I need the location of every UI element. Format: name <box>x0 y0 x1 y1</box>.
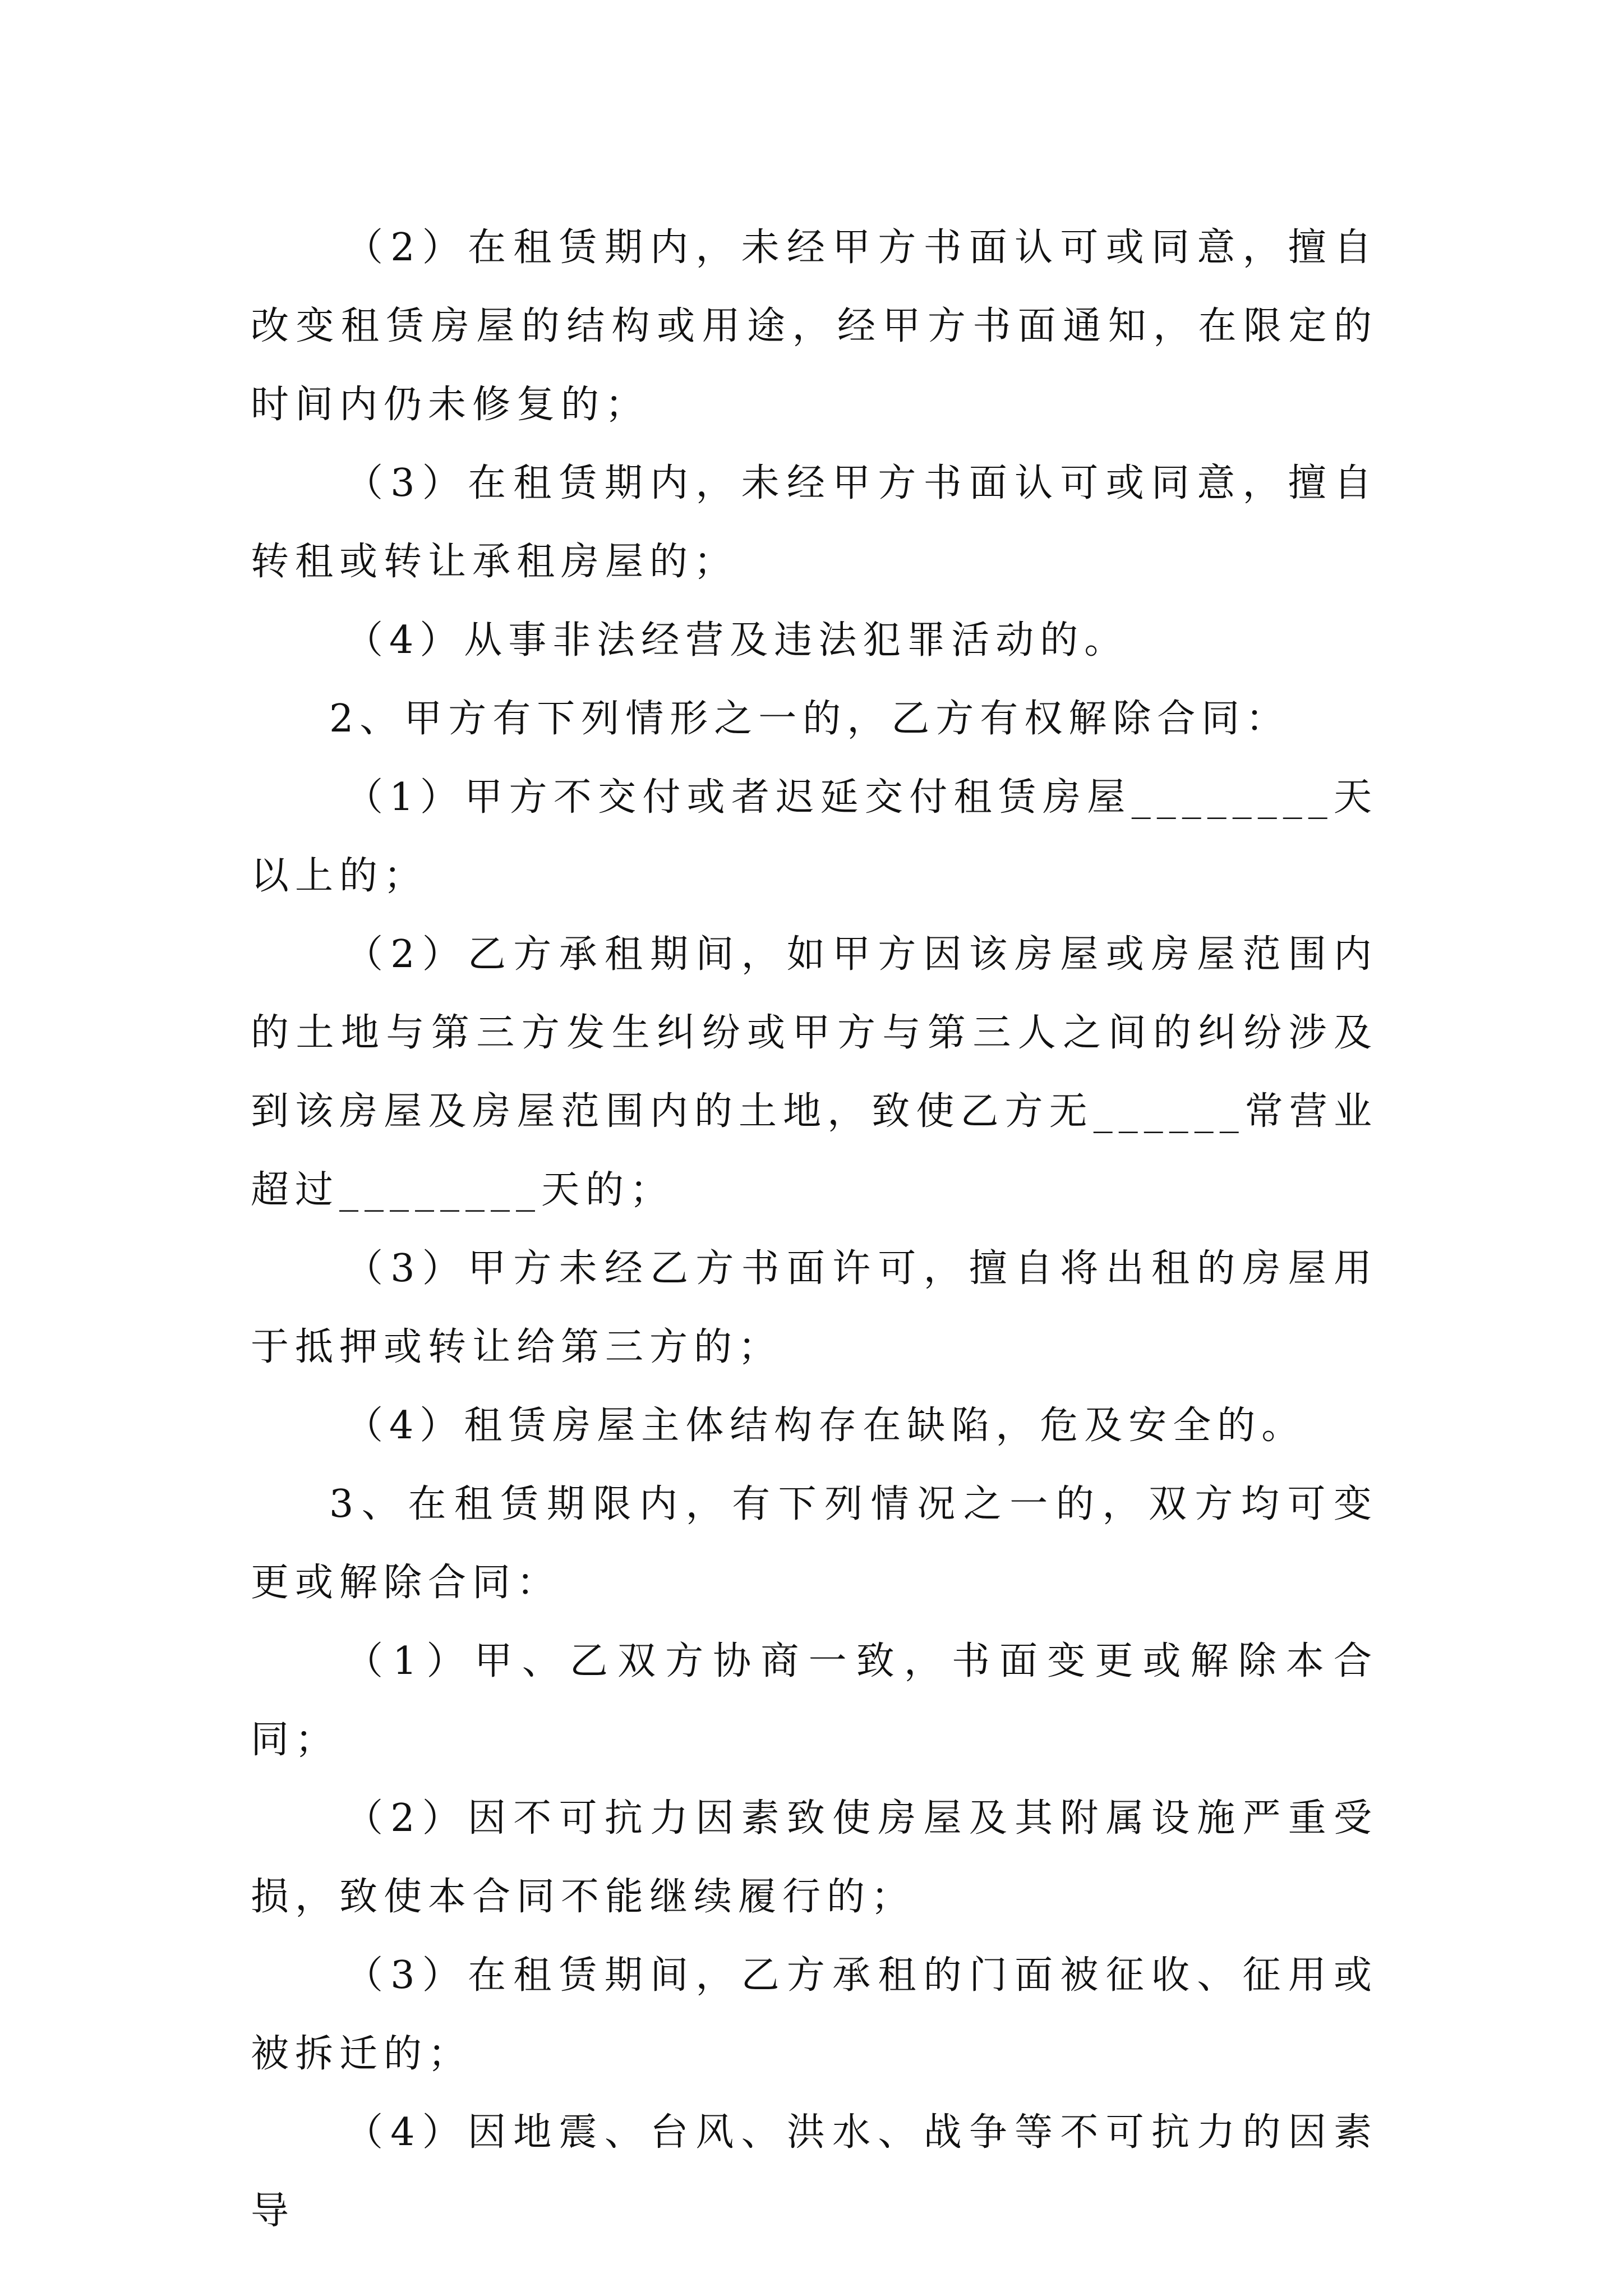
clause-2-item-3: （3）甲方未经乙方书面许可，擅自将出租的房屋用于抵押或转让给第三方的； <box>251 1246 1378 1369</box>
clause-2-item-4: （4）租赁房屋主体结构存在缺陷，危及安全的。 <box>345 1404 1306 1448</box>
clause-3-item-1: （1）甲、乙双方协商一致，书面变更或解除本合同； <box>251 1639 1378 1762</box>
clause-3-heading: 3、在租赁期限内，有下列情况之一的，双方均可变更或解除合同： <box>251 1482 1378 1605</box>
clause-3-item-4: （4）因地震、台风、洪水、战争等不可抗力的因素导 <box>251 2110 1378 2233</box>
clause-3-item-2: （2）因不可抗力因素致使房屋及其附属设施严重受损，致使本合同不能继续履行的； <box>251 1796 1378 1919</box>
clause-3-item-3: （3）在租赁期间，乙方承租的门面被征收、征用或被拆迁的； <box>251 1953 1378 2076</box>
clause-1-item-4: （4）从事非法经营及违法犯罪活动的。 <box>345 618 1129 662</box>
document-body <box>251 209 1378 2251</box>
clause-2-item-2: （2）乙方承租期间，如甲方因该房屋或房屋范围内的土地与第三方发生纠纷或甲方与第三人之间的纠纷涉及到该房屋及房屋范围内的土地，致使乙方无______常营业超过________天的； <box>251 932 1378 1212</box>
clause-2-item-1: （1）甲方不交付或者迟延交付租赁房屋________天以上的； <box>251 775 1378 898</box>
clause-2-heading: 2、甲方有下列情形之一的，乙方有权解除合同： <box>329 697 1290 741</box>
clause-1-item-2: （2）在租赁期内，未经甲方书面认可或同意，擅自改变租赁房屋的结构或用途，经甲方书面通知，在限定的时间内仍未修复的； <box>251 226 1378 427</box>
clause-1-item-3: （3）在租赁期内，未经甲方书面认可或同意，擅自转租或转让承租房屋的； <box>251 461 1378 584</box>
